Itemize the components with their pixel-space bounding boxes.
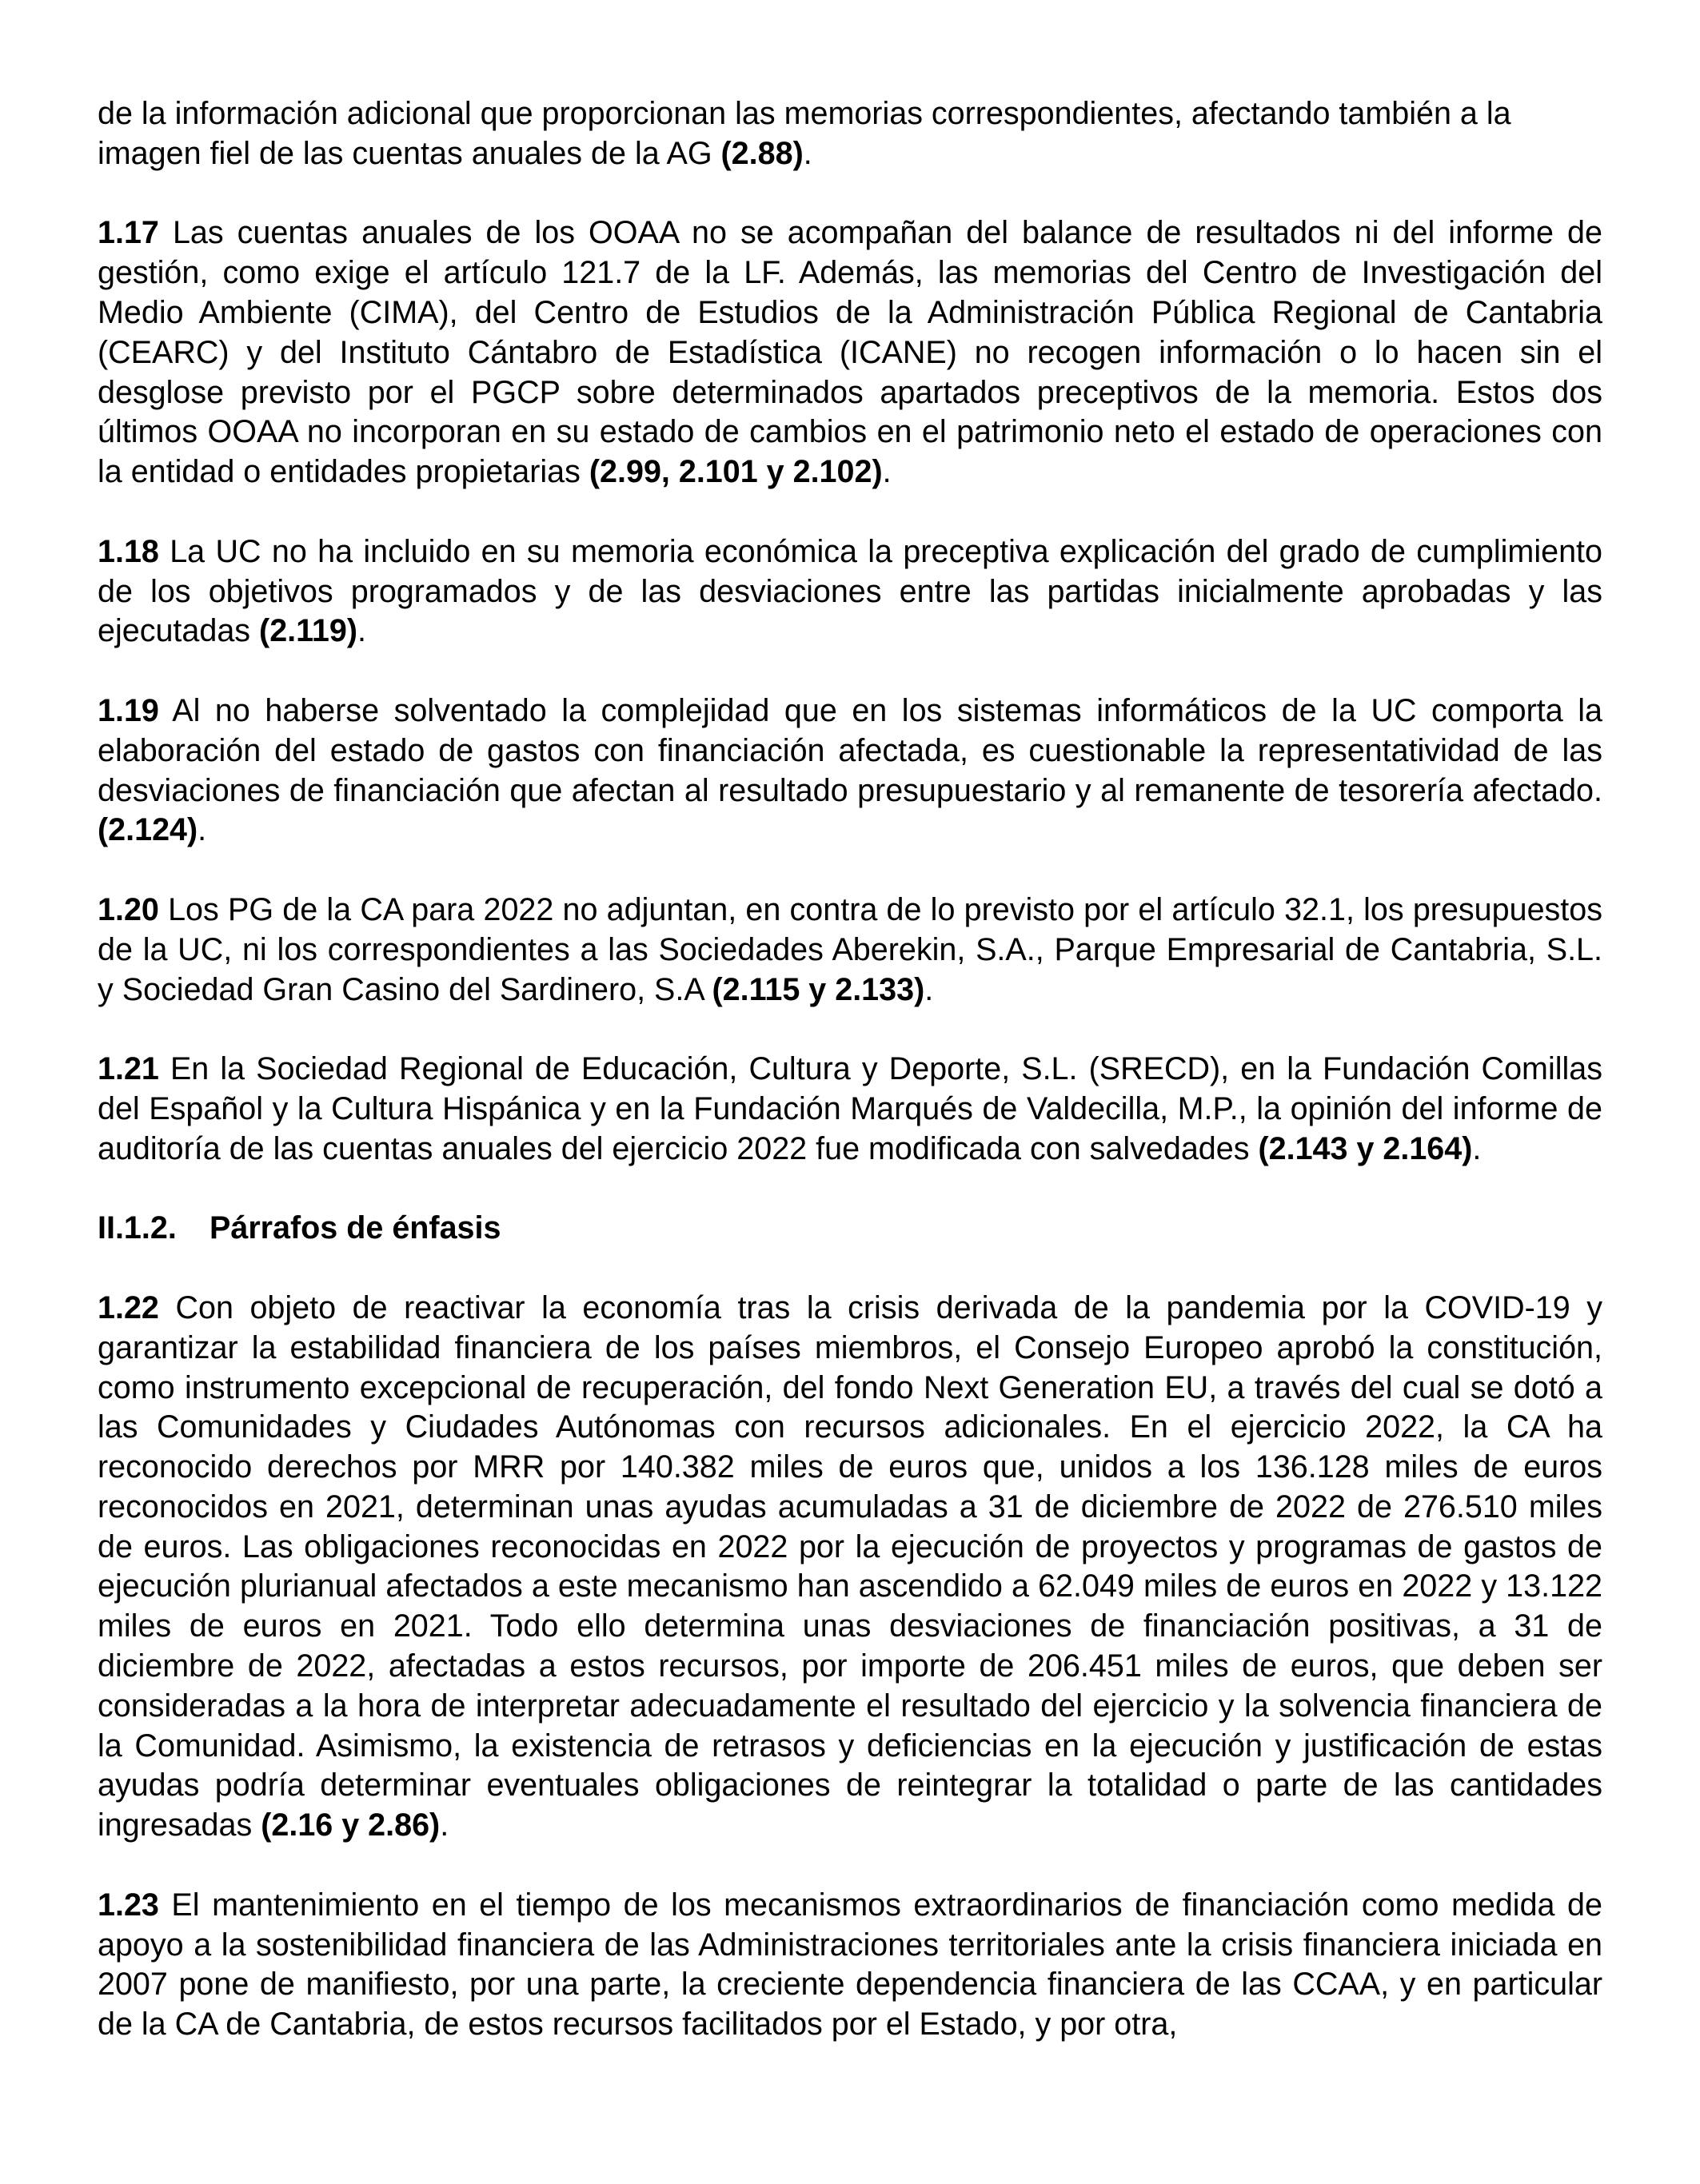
- intro-end: .: [803, 135, 812, 171]
- paragraph-1-22: [98, 1289, 1602, 1846]
- paragraph-text: Las cuentas anuales de los OOAA no se acompañan del balance de resultados ni del informe de gestión, como exige el artículo 121.7 de la LF. Además, las memorias del Centro de Investigación del Medio Ambiente (CIMA), del Centro de Estudios de la Administración Pública Regional de Cantabria (CEARC) y del Instituto Cántabro de Estadística (ICANE) no recogen información o lo hacen sin el desglose previsto por el PGCP sobre determinados apartados preceptivos de la memoria. Estos dos últimos OOAA no incorporan en su estado de cambios en el patrimonio neto el estado de operaciones con la entidad o entidades propietarias: [98, 215, 1602, 490]
- paragraph-reference: (2.99, 2.101 y 2.102): [589, 454, 883, 490]
- paragraph-end: .: [882, 454, 892, 490]
- document-page: [98, 94, 1602, 2085]
- paragraph-number: 1.17: [98, 215, 159, 251]
- paragraph-reference: (2.16 y 2.86): [261, 1807, 441, 1843]
- paragraph-1-21: [98, 1050, 1602, 1169]
- section-number: II.1.2.: [98, 1210, 177, 1246]
- paragraph-number: 1.20: [98, 891, 159, 927]
- paragraph-1-18: [98, 532, 1602, 652]
- paragraph-text: En la Sociedad Regional de Educación, Cultura y Deporte, S.L. (SRECD), en la Fundación Comillas del Español y la Cultura Hispánica y en la Fundación Marqués de Valdecilla, M.P., la opinión del informe de auditoría de las cuentas anuales del ejercicio 2022 fue modificada con salvedades: [98, 1051, 1602, 1166]
- paragraph-1-17: [98, 213, 1602, 492]
- paragraph-end: .: [924, 971, 934, 1007]
- paragraph-number: 1.19: [98, 692, 159, 728]
- paragraph-end: .: [1472, 1130, 1482, 1166]
- paragraph-number: 1.21: [98, 1051, 159, 1087]
- paragraph-1-20: [98, 891, 1602, 1010]
- paragraph-reference: (2.115 y 2.133): [712, 971, 925, 1007]
- paragraph-number: 1.23: [98, 1887, 159, 1923]
- paragraph-text: Con objeto de reactivar la economía tras la crisis derivada de la pandemia por la COVID-19 y garantizar la estabilidad financiera de los países miembros, el Consejo Europeo aprobó la constitución, como instrumento excepcional de recuperación, del fondo Next Generation EU, a través del cual se dotó a las Comunidades y Ciudades Autónomas con recursos adicionales. En el ejercicio 2022, la CA ha reconocido derechos por MRR por 140.382 miles de euros que, unidos a los 136.128 miles de euros reconocidos en 2021, determinan unas ayudas acumuladas a 31 de diciembre de 2022 de 276.510 miles de euros. Las obligaciones reconocidas en 2022 por la ejecución de proyectos y programas de gastos de ejecución plurianual afectados a este mecanismo han ascendido a 62.049 miles de euros en 2022 y 13.122 miles de euros en 2021. Todo ello determina unas desviaciones de financiación positivas, a 31 de diciembre de 2022, afectadas a estos recursos, por importe de 206.451 miles de euros, que deben ser consideradas a la hora de interpretar adecuadamente el resultado del ejercicio y la solvencia financiera de la Comunidad. Asimismo, la existencia de retrasos y deficiencias en la ejecución y justificación de estas ayudas podría determinar eventuales obligaciones de reintegrar la totalidad o parte de las cantidades ingresadas: [98, 1289, 1602, 1843]
- paragraph-text: Al no haberse solventado la complejidad que en los sistemas informáticos de la UC comporta la elaboración del estado de gastos con financiación afectada, es cuestionable la representatividad de las desviaciones de financiación que afectan al resultado presupuestario y al remanente de tesorería afectado.: [98, 692, 1602, 808]
- paragraph-end: .: [198, 812, 207, 848]
- paragraph-text: El mantenimiento en el tiempo de los mecanismos extraordinarios de financiación como medida de apoyo a la sostenibilidad financiera de las Administraciones territoriales ante la crisis financiera iniciada en 2007 pone de manifiesto, por una parte, la creciente dependencia financiera de las CCAA, y en particular de la CA de Cantabria, de estos recursos facilitados por el Estado, y por otra,: [98, 1887, 1602, 2043]
- paragraph-reference: (2.119): [259, 613, 358, 649]
- paragraph-number: 1.18: [98, 533, 159, 569]
- paragraph-number: 1.22: [98, 1289, 159, 1325]
- intro-paragraph: [98, 94, 1602, 174]
- section-title: Párrafos de énfasis: [210, 1210, 501, 1246]
- intro-reference: (2.88): [720, 135, 804, 171]
- paragraph-text: Los PG de la CA para 2022 no adjuntan, en contra de lo previsto por el artículo 32.1, los presupuestos de la UC, ni los correspondientes a las Sociedades Aberekin, S.A., Parque Empresarial de Cantabria, S.L. y Sociedad Gran Casino del Sardinero, S.A: [98, 891, 1602, 1007]
- paragraph-1-19: [98, 691, 1602, 851]
- paragraph-1-23: [98, 1886, 1602, 2045]
- paragraph-text: La UC no ha incluido en su memoria económica la preceptiva explicación del grado de cumplimiento de los objetivos programados y de las desviaciones entre las partidas inicialmente aprobadas y las ejecutadas: [98, 533, 1602, 649]
- paragraph-reference: (2.143 y 2.164): [1258, 1130, 1473, 1166]
- section-heading: [98, 1209, 1602, 1249]
- paragraph-end: .: [357, 613, 367, 649]
- intro-text: de la información adicional que proporcionan las memorias correspondientes, afectando también a la imagen fiel de las cuentas anuales de la AG: [98, 96, 1511, 171]
- paragraph-end: .: [440, 1807, 449, 1843]
- paragraph-reference: (2.124): [98, 812, 198, 848]
